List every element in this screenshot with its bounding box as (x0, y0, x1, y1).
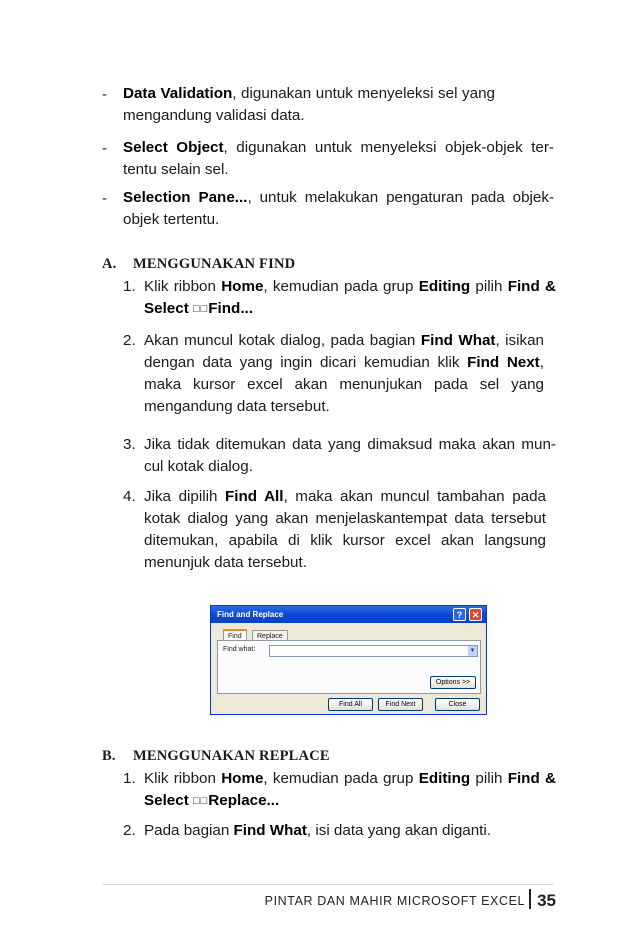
step-a3 (144, 434, 556, 478)
section-letter: B. (102, 748, 116, 764)
close-icon[interactable]: ✕ (469, 608, 482, 621)
arrow-glyph: □□ (192, 303, 209, 315)
term: Find Next (467, 354, 540, 371)
page-footer (265, 889, 556, 911)
term: Find & Select (144, 770, 556, 809)
step-b1 (144, 768, 556, 812)
footer-bar (529, 889, 531, 909)
text: pilih (470, 278, 508, 295)
section-title: MENGGUNAKAN FIND (133, 256, 296, 272)
item-number: 4. (123, 488, 136, 505)
options-button[interactable]: Options >> (430, 676, 476, 689)
item-number: 2. (123, 822, 136, 839)
text: Pada bagian (144, 822, 234, 839)
section-a-heading (102, 256, 295, 273)
text: Akan muncul kotak dialog, pada bagian (144, 332, 421, 349)
text: , maka akan muncul tambahan pada kotak dialog yang akan menjelaskantempat data tersebut ditemukan, apabila di klik kursor excel akan langsung menunjuk data tersebut. (144, 488, 546, 571)
arrow-glyph: □□ (192, 795, 209, 807)
find-what-label: Find what: (223, 646, 256, 653)
term: Replace... (208, 792, 280, 809)
term: Home (221, 770, 264, 787)
text: Jika dipilih (144, 488, 226, 505)
text: , isi data yang akan diganti. (306, 822, 491, 839)
close-button[interactable]: Close (435, 698, 480, 711)
term: Selection Pane... (123, 189, 248, 206)
text: , digunakan untuk menyeleksi sel yang mengandung validasi data. (123, 85, 495, 124)
footer-divider (102, 884, 554, 885)
step-a1 (144, 276, 556, 320)
term: Data Validation (123, 85, 233, 102)
term: Find & Select (144, 278, 556, 317)
item-number: 3. (123, 436, 136, 453)
term: Find What (233, 822, 307, 839)
item-number: 1. (123, 770, 136, 787)
tab-find[interactable]: Find (223, 629, 247, 643)
text: , kemudian pada grup (263, 770, 419, 787)
term: Home (221, 278, 264, 295)
step-a2 (144, 330, 544, 418)
text: , maka kursor excel akan menunjukan pada sel yang mengandung data tersebut. (144, 354, 544, 415)
section-title: MENGGUNAKAN REPLACE (133, 748, 330, 764)
item-number: 2. (123, 332, 136, 349)
text: , isikan dengan data yang ingin dicari kemudian klik (144, 332, 545, 371)
term: Editing (418, 278, 471, 295)
step-a4 (144, 486, 546, 574)
item-number: 1. (123, 278, 136, 295)
step-b2 (144, 820, 556, 842)
dialog-title: Find and Replace (217, 610, 284, 619)
bullet-selection-pane (123, 187, 554, 231)
term: Select Object (123, 139, 224, 156)
find-replace-dialog (210, 605, 487, 715)
find-next-button[interactable]: Find Next (378, 698, 423, 711)
section-b-heading (102, 748, 330, 765)
help-icon[interactable]: ? (453, 608, 466, 621)
term: Find What (420, 332, 496, 349)
term: Find... (208, 300, 253, 317)
text: Klik ribbon (144, 770, 222, 787)
find-what-input[interactable] (269, 645, 478, 657)
text: , untuk melakukan pengaturan pada objek-objek tertentu. (123, 189, 555, 228)
bullet-dash: - (102, 140, 107, 157)
bullet-select-object (123, 137, 554, 181)
find-all-button[interactable]: Find All (328, 698, 373, 711)
chevron-down-icon[interactable]: ▼ (469, 648, 476, 654)
page-number: 35 (537, 891, 556, 910)
text: Jika tidak ditemukan data yang dimaksud maka akan mun-cul kotak dialog. (144, 436, 556, 475)
term: Find All (225, 488, 284, 505)
text: , digunakan untuk menyeleksi objek-objek ter-tentu selain sel. (123, 139, 554, 178)
bullet-dash: - (102, 86, 107, 103)
dialog-titlebar (211, 606, 486, 623)
text: Klik ribbon (144, 278, 222, 295)
bullet-data-validation (123, 83, 495, 127)
text: , kemudian pada grup (263, 278, 419, 295)
term: Editing (418, 770, 471, 787)
book-title: PINTAR DAN MAHIR MICROSOFT EXCEL (264, 894, 526, 908)
section-letter: A. (102, 256, 117, 272)
text: pilih (470, 770, 508, 787)
tab-replace[interactable]: Replace (252, 630, 288, 643)
bullet-dash: - (102, 190, 107, 207)
